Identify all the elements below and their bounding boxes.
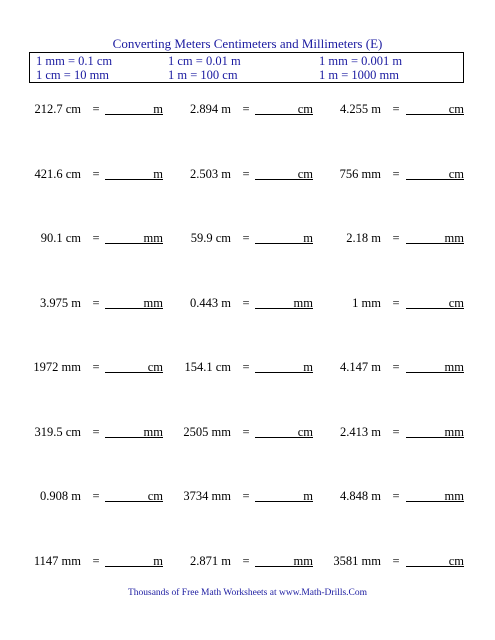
equals-sign: = — [92, 554, 100, 568]
given-measurement: 1 mm — [352, 296, 381, 310]
given-measurement: 90.1 cm — [40, 231, 81, 245]
reference-fact: 1 mm = 0.1 cm — [36, 54, 113, 68]
given-measurement: 0.443 m — [190, 296, 231, 310]
given-measurement: 421.6 cm — [34, 167, 81, 181]
target-unit: cm — [448, 554, 464, 568]
problem-row — [0, 101, 495, 117]
given-measurement: 0.908 m — [40, 489, 81, 503]
given-measurement: 59.9 cm — [190, 231, 231, 245]
target-unit: mm — [444, 489, 464, 503]
reference-fact: 1 m = 1000 mm — [319, 68, 399, 82]
target-unit: m — [303, 231, 313, 245]
given-measurement: 2.871 m — [190, 554, 231, 568]
target-unit: cm — [147, 489, 163, 503]
target-unit: mm — [444, 360, 464, 374]
target-unit: mm — [143, 231, 163, 245]
target-unit: mm — [444, 425, 464, 439]
equals-sign: = — [92, 296, 100, 310]
given-measurement: 4.255 m — [340, 102, 381, 116]
given-measurement: 3581 mm — [333, 554, 381, 568]
equals-sign: = — [242, 167, 250, 181]
equals-sign: = — [392, 360, 400, 374]
equals-sign: = — [242, 425, 250, 439]
equals-sign: = — [392, 554, 400, 568]
target-unit: cm — [147, 360, 163, 374]
given-measurement: 2.503 m — [190, 167, 231, 181]
equals-sign: = — [242, 231, 250, 245]
target-unit: mm — [444, 231, 464, 245]
target-unit: cm — [297, 102, 313, 116]
equals-sign: = — [242, 296, 250, 310]
given-measurement: 212.7 cm — [34, 102, 81, 116]
equals-sign: = — [242, 489, 250, 503]
problem-row — [0, 424, 495, 440]
given-measurement: 2.413 m — [340, 425, 381, 439]
target-unit: mm — [143, 425, 163, 439]
equals-sign: = — [242, 360, 250, 374]
given-measurement: 756 mm — [339, 167, 381, 181]
problem-row — [0, 166, 495, 182]
target-unit: mm — [143, 296, 163, 310]
target-unit: m — [303, 489, 313, 503]
equals-sign: = — [242, 102, 250, 116]
target-unit: mm — [293, 554, 313, 568]
equals-sign: = — [392, 425, 400, 439]
given-measurement: 2505 mm — [183, 425, 231, 439]
footer-credit: Thousands of Free Math Worksheets at www.Math-Drills.Com — [127, 588, 368, 598]
equals-sign: = — [92, 489, 100, 503]
given-measurement: 154.1 cm — [184, 360, 231, 374]
given-measurement: 1147 mm — [33, 554, 81, 568]
given-measurement: 2.894 m — [190, 102, 231, 116]
problem-row — [0, 359, 495, 375]
given-measurement: 3.975 m — [40, 296, 81, 310]
equals-sign: = — [392, 489, 400, 503]
equals-sign: = — [392, 231, 400, 245]
equals-sign: = — [392, 167, 400, 181]
equals-sign: = — [92, 102, 100, 116]
target-unit: cm — [448, 296, 464, 310]
given-measurement: 319.5 cm — [34, 425, 81, 439]
target-unit: mm — [293, 296, 313, 310]
target-unit: cm — [448, 167, 464, 181]
given-measurement: 4.848 m — [340, 489, 381, 503]
problem-row — [0, 230, 495, 246]
target-unit: cm — [448, 102, 464, 116]
target-unit: m — [303, 360, 313, 374]
given-measurement: 2.18 m — [346, 231, 381, 245]
equals-sign: = — [92, 167, 100, 181]
worksheet-title: Converting Meters Centimeters and Millimeters (E) — [112, 36, 383, 51]
reference-fact: 1 mm = 0.001 m — [319, 54, 403, 68]
problem-row — [0, 488, 495, 504]
target-unit: m — [153, 102, 163, 116]
given-measurement: 4.147 m — [340, 360, 381, 374]
target-unit: m — [153, 167, 163, 181]
equals-sign: = — [92, 231, 100, 245]
problem-row — [0, 553, 495, 569]
problem-row — [0, 295, 495, 311]
equals-sign: = — [392, 102, 400, 116]
equals-sign: = — [392, 296, 400, 310]
given-measurement: 1972 mm — [33, 360, 81, 374]
reference-fact: 1 cm = 0.01 m — [168, 54, 241, 68]
target-unit: cm — [297, 425, 313, 439]
reference-fact: 1 m = 100 cm — [168, 68, 238, 82]
target-unit: cm — [297, 167, 313, 181]
equals-sign: = — [92, 360, 100, 374]
given-measurement: 3734 mm — [183, 489, 231, 503]
equals-sign: = — [242, 554, 250, 568]
equals-sign: = — [92, 425, 100, 439]
target-unit: m — [153, 554, 163, 568]
reference-fact: 1 cm = 10 mm — [36, 68, 110, 82]
